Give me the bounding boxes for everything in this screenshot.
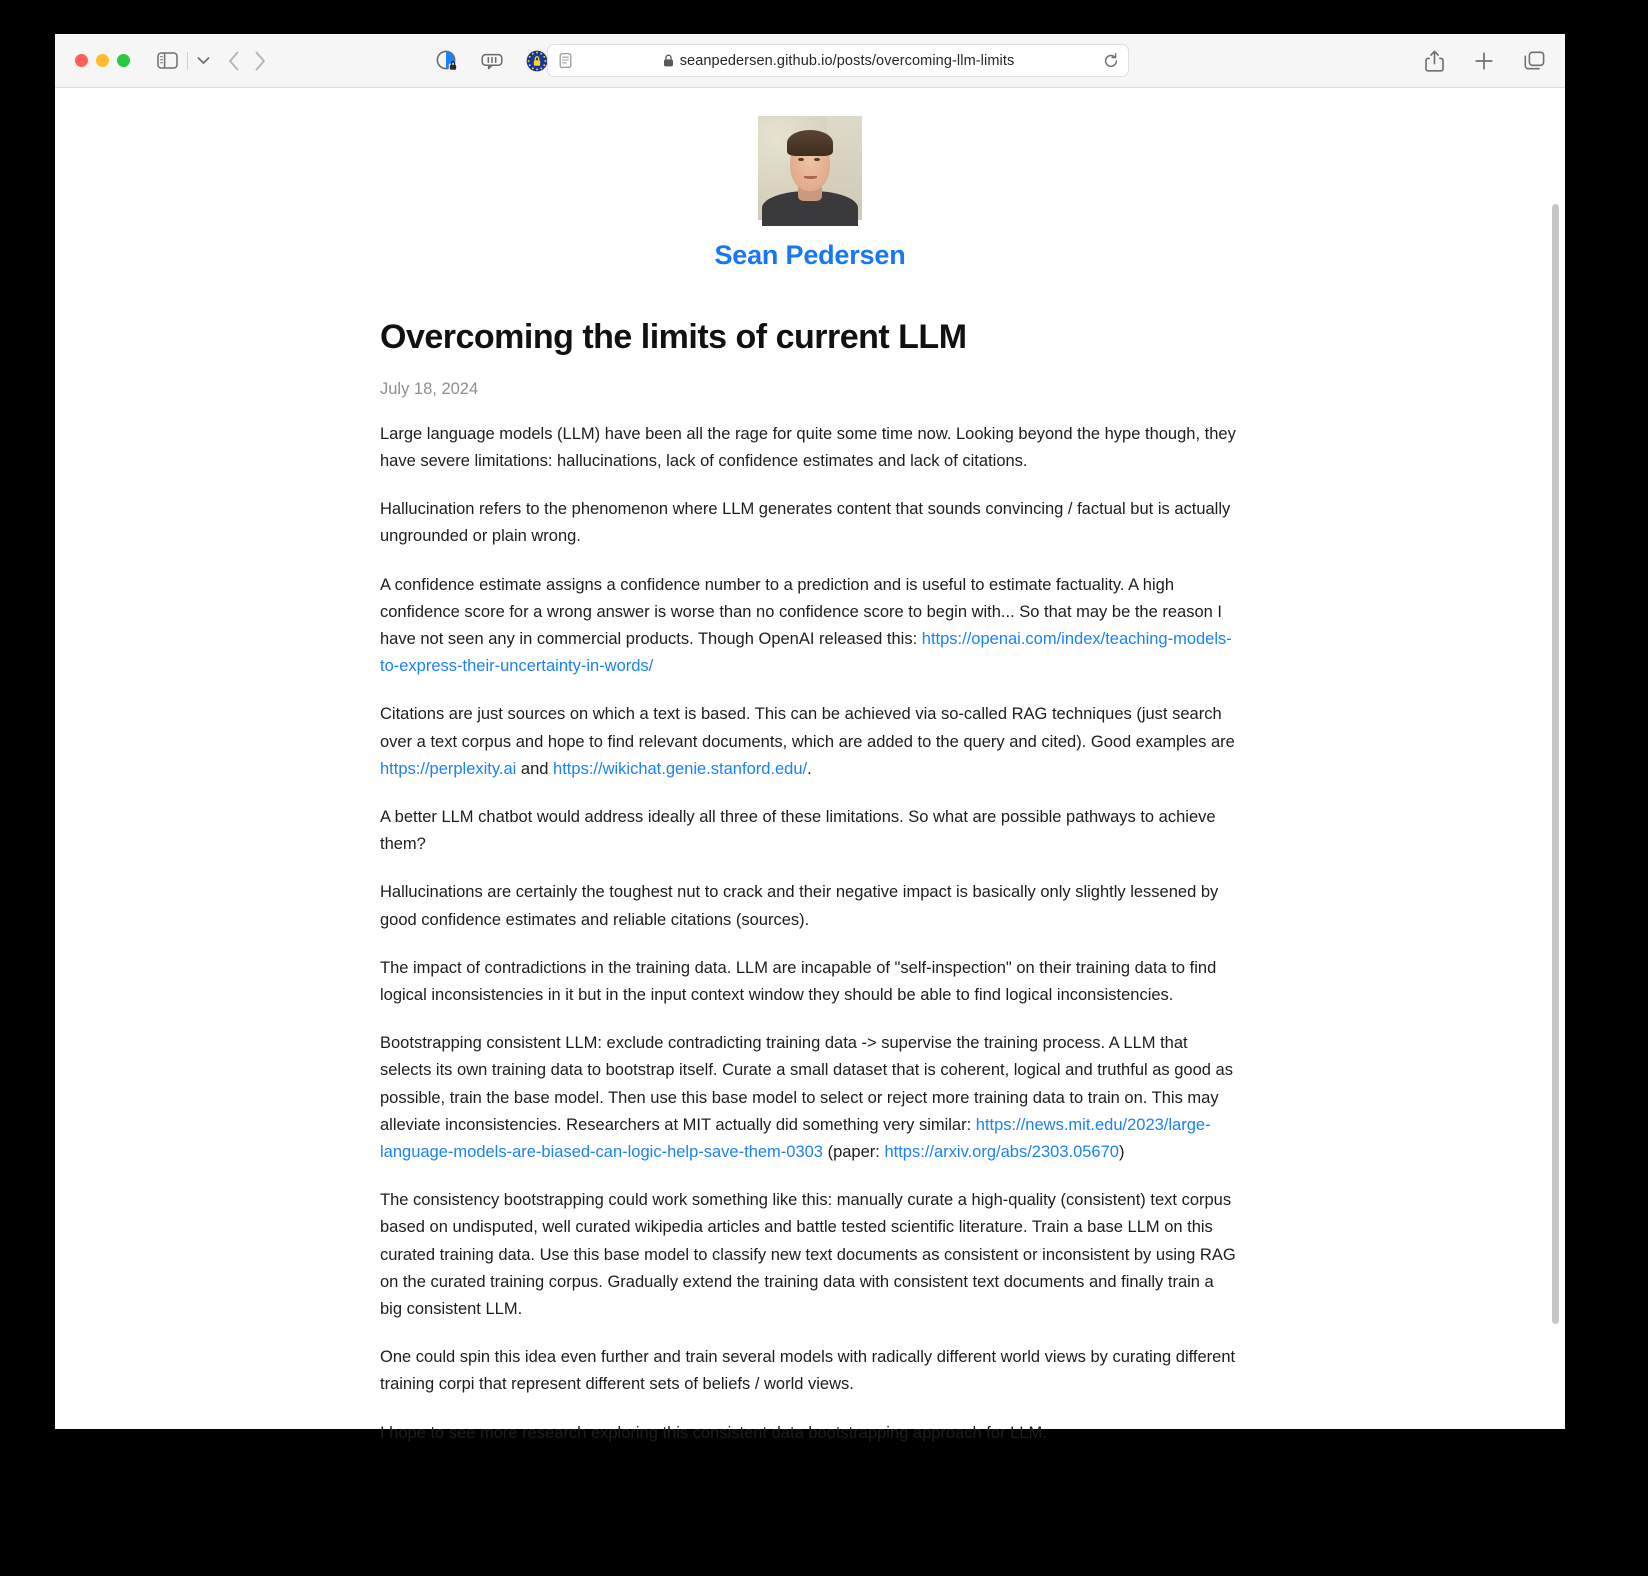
minimize-window-button[interactable] <box>96 54 109 67</box>
reload-icon[interactable] <box>1103 53 1119 69</box>
maximize-window-button[interactable] <box>117 54 130 67</box>
paragraph-text: The impact of contradictions in the training data. LLM are incapable of "self-inspection" on their training data to find logical inconsistencies in it but in the input context window they should be able to find logical inconsistencies. <box>380 958 1217 1005</box>
site-header <box>55 116 1565 271</box>
paragraph <box>380 1420 1240 1447</box>
paragraph <box>380 496 1240 550</box>
paragraph <box>380 421 1240 475</box>
avatar <box>758 116 862 220</box>
site-author-link[interactable]: Sean Pedersen <box>714 240 906 270</box>
paragraph-text: Bootstrapping consistent LLM: exclude contradicting training data -> supervise the training process. A LLM that selects its own training data to bootstrap itself. Curate a small dataset that is coherent, logical and truthful as good as possible, train the base model. Then use this base model to select or reject more training data to train on. This may alleviate inconsistencies. Researchers at MIT actually did something very similar: <box>380 1034 1233 1134</box>
address-bar[interactable] <box>547 44 1129 77</box>
paragraph-text: A confidence estimate assigns a confidence number to a prediction and is useful to estimate factuality. A high confidence score for a wrong answer is worse than no confidence score to begin with... So that may be the reason I have not seen any in commercial products. Though OpenAI released this: <box>380 575 1222 649</box>
article <box>380 317 1240 1447</box>
external-link[interactable]: https://openai.com/index/teaching-models-to-express-their-uncertainty-in-words/ <box>380 630 1232 676</box>
reader-view-icon[interactable] <box>557 52 574 69</box>
browser-extensions-group <box>435 49 549 73</box>
paragraph <box>380 1030 1240 1166</box>
close-window-button[interactable] <box>75 54 88 67</box>
paragraph-text: (paper: <box>823 1143 885 1162</box>
new-tab-icon[interactable] <box>1474 51 1494 71</box>
paragraph-text: and <box>516 759 554 778</box>
paragraph-text: Hallucinations are certainly the toughest nut to crack and their negative impact is basically only slightly lessened by good confidence estimates and reliable citations (sources). <box>380 883 1219 929</box>
tab-overview-icon[interactable] <box>1524 51 1545 71</box>
navigation-controls <box>228 51 266 71</box>
external-link[interactable]: https://perplexity.ai <box>380 759 517 778</box>
sidebar-icon[interactable] <box>157 52 178 69</box>
external-link[interactable]: https://wikichat.genie.stanford.edu/ <box>553 759 808 778</box>
window-traffic-lights <box>75 54 130 67</box>
url-text: seanpedersen.github.io/posts/overcoming-llm-limits <box>679 52 1015 69</box>
speech-bubble-extension-icon[interactable] <box>480 49 504 73</box>
paragraph-text: Large language models (LLM) have been all the rage for quite some time now. Looking beyond the hype though, they have severe limitations: hallucinations, lack of confidence estimates and lack of citations. <box>380 424 1236 470</box>
paragraph-text: One could spin this idea even further and train several models with radically different world views by curating different training corpi that represent different sets of beliefs / world views. <box>380 1348 1236 1394</box>
share-icon[interactable] <box>1425 50 1444 72</box>
scrollbar-track[interactable] <box>1555 144 1562 1476</box>
paragraph <box>380 804 1240 858</box>
url-display[interactable] <box>574 53 1103 69</box>
eu-shield-extension-icon[interactable] <box>525 49 549 73</box>
external-link[interactable]: https://news.mit.edu/2023/large-language-models-are-biased-can-logic-help-save-them-0303 <box>380 1115 1211 1162</box>
paragraph-text: I hope to see more research exploring this consistent data bootstrapping approach for LLM. <box>380 1423 1047 1442</box>
paragraph-text: Hallucination refers to the phenomenon where LLM generates content that sounds convincing / factual but is actually ungrounded or plain wrong. <box>380 500 1231 546</box>
chevron-down-icon[interactable] <box>197 56 210 65</box>
sidebar-controls <box>157 52 210 70</box>
paragraph <box>380 1344 1240 1398</box>
back-icon[interactable] <box>228 51 240 71</box>
page-title: Overcoming the limits of current LLM <box>380 318 967 356</box>
page-viewport <box>55 88 1565 1442</box>
toolbar-divider <box>187 52 188 70</box>
paragraph <box>380 572 1240 681</box>
paragraph <box>380 701 1240 783</box>
paragraph <box>380 1187 1240 1323</box>
paragraph <box>380 955 1240 1009</box>
privacy-report-extension-icon[interactable] <box>435 49 459 73</box>
safari-browser-window <box>55 34 1565 1442</box>
paragraph-text: . <box>807 759 812 778</box>
paragraph-text: A better LLM chatbot would address ideally all three of these limitations. So what are possible pathways to achieve them? <box>380 808 1216 854</box>
browser-toolbar <box>55 34 1565 88</box>
post-date: July 18, 2024 <box>380 379 479 398</box>
external-link[interactable]: https://arxiv.org/abs/2303.05670 <box>884 1143 1119 1162</box>
paragraph-text: The consistency bootstrapping could work something like this: manually curate a high-quality (consistent) text corpus based on undisputed, well curated wikipedia articles and battle tested scientific literature. Train a base LLM on this curated training data. Use this base model to classify new text documents as consistent or inconsistent by using RAG on the curated training corpus. Gradually extend the training data with consistent text documents and finally train a big consistent LLM. <box>380 1191 1236 1319</box>
forward-icon[interactable] <box>254 51 266 71</box>
post-body <box>380 421 1240 1447</box>
paragraph-text: Citations are just sources on which a text is based. This can be achieved via so-called RAG techniques (just search over a text corpus and hope to find relevant documents, which are added to the query and cited). Good examples are <box>380 705 1235 751</box>
page-content <box>55 88 1565 1447</box>
lock-icon <box>663 54 674 67</box>
scrollbar-thumb[interactable] <box>1552 204 1559 1324</box>
paragraph <box>380 879 1240 933</box>
paragraph-text: ) <box>1118 1143 1125 1162</box>
toolbar-right-actions <box>1425 50 1545 72</box>
